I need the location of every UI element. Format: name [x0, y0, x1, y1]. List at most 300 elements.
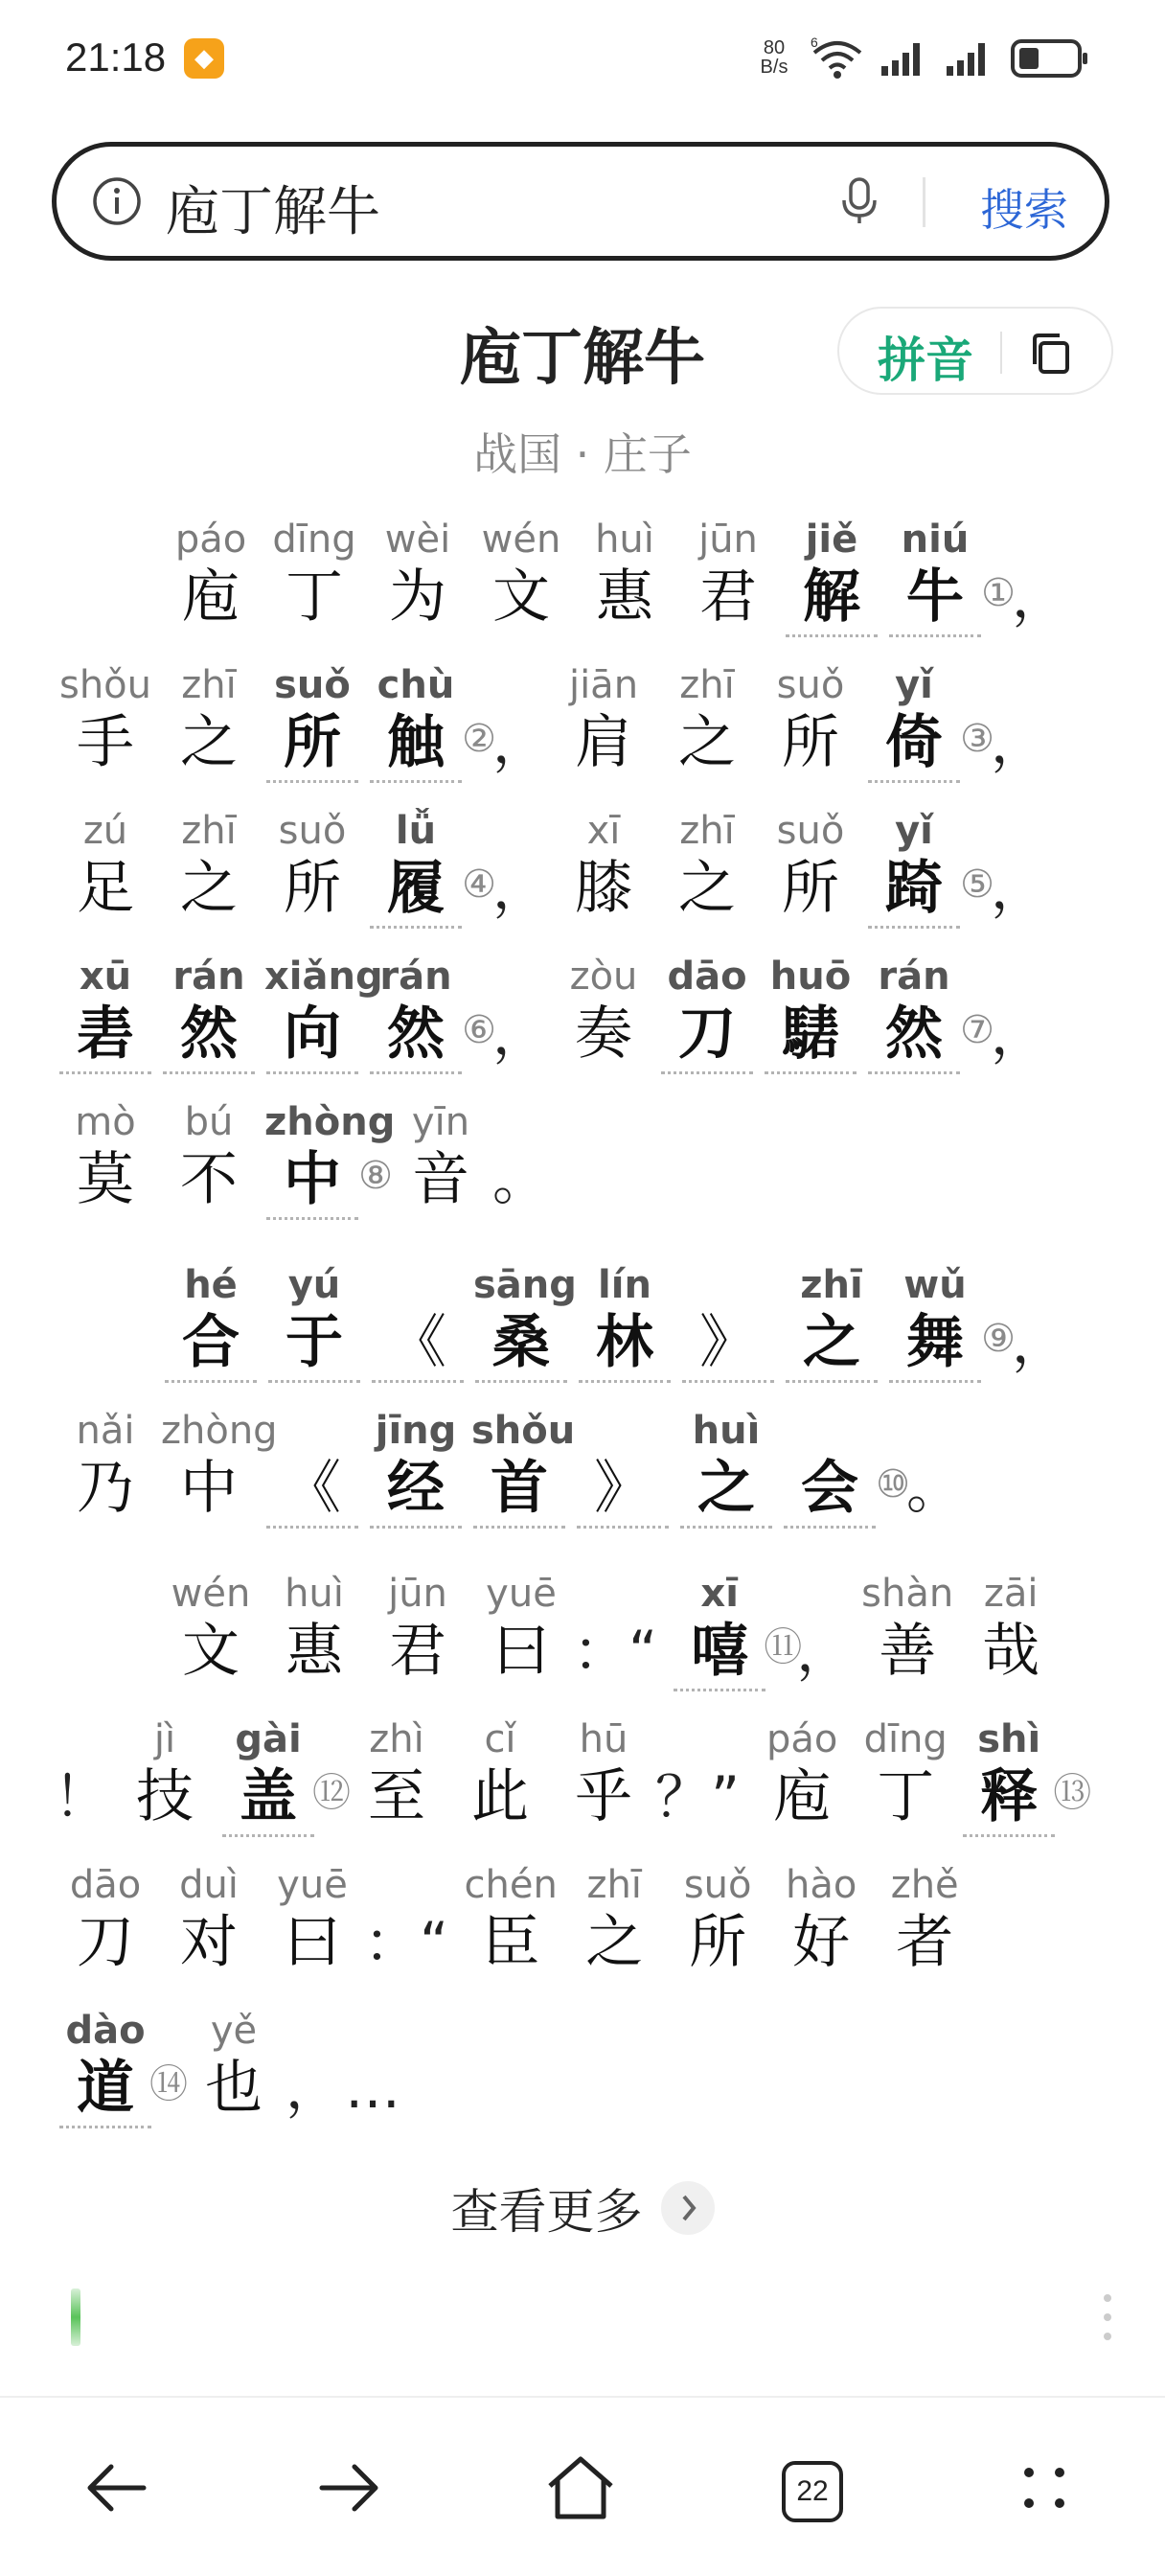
pinyin: chén — [464, 1863, 558, 1907]
poem-char — [57, 663, 153, 807]
dotted-underline — [786, 1380, 878, 1383]
footnote-marker[interactable]: ⑧ — [358, 1154, 393, 1198]
poem-char — [161, 1863, 257, 2007]
poem-char — [161, 809, 257, 953]
footnote-marker[interactable]: ⑥ — [462, 1008, 496, 1052]
annotated-word[interactable] — [264, 663, 360, 807]
hanzi: 文 — [492, 564, 550, 631]
network-speed — [755, 38, 793, 77]
wifi-icon — [811, 37, 864, 80]
hanzi: 曰 — [492, 1618, 550, 1685]
hanzi: 此 — [471, 1763, 529, 1830]
pinyin: hé — [184, 1263, 238, 1307]
hanzi: 》 — [594, 1455, 651, 1522]
annotated-word[interactable] — [672, 1572, 767, 1715]
pinyin: dīng — [863, 1717, 948, 1761]
annotated-word[interactable] — [370, 1263, 466, 1407]
annotated-word[interactable] — [577, 1263, 673, 1407]
pinyin: suǒ — [776, 809, 845, 853]
pinyin: xī — [586, 809, 621, 853]
dotted-underline — [889, 634, 981, 637]
poem-line — [0, 663, 1165, 807]
dotted-underline — [674, 1689, 765, 1691]
hanzi: 舞 — [906, 1309, 964, 1376]
hanzi: 音 — [412, 1146, 469, 1213]
annotated-word[interactable] — [368, 954, 464, 1098]
hanzi: 也 — [205, 2055, 263, 2122]
hanzi: 触 — [387, 709, 445, 776]
pinyin: suǒ — [274, 663, 351, 707]
hanzi: 踦 — [885, 855, 943, 922]
hanzi: 乎 — [575, 1763, 632, 1830]
hanzi: 然 — [387, 1000, 445, 1068]
hanzi: 所 — [782, 709, 839, 776]
network-speed-value: 80 — [763, 37, 786, 58]
pinyin: wén — [171, 1572, 251, 1616]
hanzi: 林 — [596, 1309, 653, 1376]
poem-char — [161, 1100, 257, 1244]
status-time: 21:18 — [65, 34, 167, 80]
hanzi: 牛 — [906, 564, 964, 631]
signal-icon-sim1 — [879, 39, 929, 78]
annotated-word[interactable] — [763, 954, 858, 1098]
poem-char — [393, 1100, 489, 1244]
poem-line — [0, 1717, 1165, 1861]
poem-punctuation: ？” — [655, 1764, 741, 1829]
poem-char — [473, 518, 569, 661]
annotated-word[interactable] — [473, 1263, 577, 1407]
hanzi: 騞 — [782, 1000, 839, 1068]
copy-icon[interactable] — [1027, 330, 1075, 378]
poem-char — [859, 1572, 955, 1715]
tabs-button[interactable]: 22 — [782, 2461, 843, 2522]
hanzi: 手 — [77, 709, 134, 776]
poem-char — [556, 663, 651, 807]
poem-punctuation: 。 — [492, 1147, 549, 1212]
pinyin: gài — [235, 1717, 302, 1761]
hanzi: 嘻 — [691, 1618, 749, 1685]
hanzi: 刀 — [77, 1909, 134, 1976]
dotted-underline — [370, 780, 462, 783]
hanzi: 刀 — [678, 1000, 736, 1068]
hanzi: 技 — [136, 1763, 194, 1830]
dotted-underline — [680, 1526, 772, 1529]
poem-char — [577, 518, 673, 661]
notification-app-icon: ◆ — [184, 38, 224, 79]
hanzi: 经 — [387, 1455, 445, 1522]
poem-char — [556, 1717, 651, 1861]
pinyin: xiǎng — [264, 954, 383, 999]
dotted-underline — [963, 1834, 1055, 1837]
view-more-button[interactable] — [0, 2174, 1165, 2242]
annotated-word[interactable] — [266, 1263, 362, 1407]
poem-punctuation: ：“ — [573, 1619, 658, 1684]
poem-punctuation: ， — [1012, 564, 1068, 630]
signal-icon-sim2 — [945, 39, 994, 78]
hanzi: 乃 — [77, 1455, 134, 1522]
poem-line — [0, 809, 1165, 953]
annotated-word[interactable] — [887, 1263, 983, 1407]
dotted-underline — [372, 1380, 464, 1383]
pinyin: zhī — [586, 1863, 642, 1907]
hanzi: 所 — [689, 1909, 747, 1976]
hanzi: 为 — [389, 564, 446, 631]
annotated-word[interactable] — [57, 954, 153, 1098]
status-bar — [0, 0, 1165, 125]
dotted-underline — [266, 780, 358, 783]
pinyin: dīng — [272, 518, 356, 562]
bottom-navigation — [0, 2398, 1165, 2576]
hanzi: 所 — [284, 855, 341, 922]
poem-punctuation: ， — [1012, 1310, 1068, 1375]
pinyin: páo — [766, 1717, 838, 1761]
poem-char — [773, 1863, 869, 2007]
pinyin-toggle-button[interactable]: 拼音 — [878, 333, 973, 388]
pinyin: rán — [379, 954, 452, 999]
poem-author: 战国 · 庄子 — [473, 428, 692, 480]
hanzi: 君 — [389, 1618, 446, 1685]
hanzi: 莫 — [77, 1146, 134, 1213]
footnote-marker[interactable]: ⑭ — [149, 2062, 188, 2106]
tools-divider — [1000, 332, 1002, 374]
hanzi: 解 — [803, 564, 860, 631]
poem-punctuation: ， — [492, 710, 549, 775]
pinyin: zhī — [679, 663, 735, 707]
poem-char — [370, 518, 466, 661]
dotted-underline — [577, 1526, 669, 1529]
poem-line — [0, 1263, 1165, 1407]
annotated-word[interactable] — [264, 1409, 360, 1552]
poem-line — [0, 1863, 1165, 2007]
annotated-word[interactable] — [471, 1409, 576, 1552]
arrow-left-icon[interactable] — [80, 2451, 153, 2524]
dotted-underline — [165, 1380, 257, 1383]
poem-punctuation: 。 — [906, 1456, 963, 1521]
annotated-word[interactable] — [866, 809, 962, 953]
annotated-word[interactable] — [866, 954, 962, 1098]
dotted-underline — [266, 1071, 358, 1074]
pinyin: jiān — [568, 663, 639, 707]
pinyin: zhòng — [264, 1100, 396, 1144]
pinyin: lín — [598, 1263, 651, 1307]
hanzi: 好 — [792, 1909, 851, 1976]
poem-punctuation: … — [345, 2056, 400, 2121]
annotated-word[interactable] — [368, 663, 464, 807]
poem-char — [57, 809, 153, 953]
poem-char — [463, 1863, 559, 2007]
hanzi: 不 — [180, 1146, 238, 1213]
dotted-underline — [786, 634, 878, 637]
hanzi: 《 — [389, 1309, 446, 1376]
footnote-marker[interactable]: ③ — [960, 717, 994, 761]
pinyin: chù — [377, 663, 455, 707]
hanzi: 奏 — [575, 1000, 632, 1068]
poem-char — [57, 1100, 153, 1244]
hanzi: 至 — [368, 1763, 425, 1830]
annotated-word[interactable] — [678, 1409, 774, 1552]
poem-char — [877, 1863, 972, 2007]
annotated-word[interactable] — [784, 518, 879, 661]
dotted-underline — [370, 1526, 462, 1529]
pinyin: jiě — [805, 518, 858, 562]
poem-char — [763, 663, 858, 807]
hanzi: 盖 — [240, 1763, 297, 1830]
footnote-marker[interactable]: ④ — [462, 862, 496, 907]
footnote-marker[interactable]: ⑤ — [960, 862, 994, 907]
pinyin: zhòng — [161, 1409, 278, 1453]
hanzi: 倚 — [885, 709, 943, 776]
loading-indicator — [71, 2288, 80, 2346]
footnote-marker[interactable]: ⑫ — [312, 1771, 351, 1815]
poem-char — [163, 1572, 259, 1715]
hanzi: 然 — [885, 1000, 943, 1068]
search-button[interactable]: 搜索 — [980, 184, 1068, 236]
hanzi: 者 — [896, 1909, 954, 1976]
pinyin: jūn — [388, 1572, 447, 1616]
pinyin: hū — [579, 1717, 628, 1761]
hanzi: 庖 — [182, 564, 240, 631]
home-icon[interactable] — [544, 2451, 617, 2524]
pinyin: suǒ — [776, 663, 845, 707]
footnote-marker[interactable]: ① — [981, 571, 1016, 615]
poem-char — [857, 1717, 953, 1861]
footnote-marker[interactable]: ⑬ — [1053, 1771, 1092, 1815]
pinyin: zhì — [369, 1717, 424, 1761]
pinyin: yuē — [277, 1863, 348, 1907]
poem-char — [186, 2009, 282, 2152]
pinyin: bú — [184, 1100, 234, 1144]
hanzi: 砉 — [77, 1000, 134, 1068]
dotted-underline — [268, 1380, 360, 1383]
hanzi: 所 — [782, 855, 839, 922]
hanzi: 合 — [182, 1309, 240, 1376]
dotted-underline — [370, 926, 462, 929]
annotated-word[interactable] — [368, 1409, 464, 1552]
annotated-word[interactable] — [368, 809, 464, 953]
pinyin: dāo — [667, 954, 747, 999]
pinyin: wǔ — [903, 1263, 967, 1307]
hanzi: 然 — [180, 1000, 238, 1068]
dotted-underline — [868, 780, 960, 783]
hanzi: 对 — [180, 1909, 238, 1976]
footnote-marker[interactable]: ⑨ — [981, 1317, 1016, 1361]
dotted-underline — [222, 1834, 314, 1837]
hanzi: 惠 — [286, 1618, 343, 1685]
hanzi: 臣 — [482, 1909, 540, 1976]
pinyin: páo — [174, 518, 247, 562]
poem-char — [117, 1717, 213, 1861]
pinyin: shǒu — [58, 663, 151, 707]
pinyin: mò — [75, 1100, 136, 1144]
pinyin: shì — [977, 1717, 1041, 1761]
hanzi: 君 — [699, 564, 757, 631]
pinyin: jūn — [698, 518, 758, 562]
annotated-word[interactable] — [659, 954, 755, 1098]
hanzi: 之 — [585, 1909, 644, 1976]
dotted-underline — [868, 1071, 960, 1074]
pinyin: yuē — [486, 1572, 557, 1616]
hanzi: 曰 — [284, 1909, 341, 1976]
poem-punctuation: ， — [991, 1001, 1047, 1067]
pinyin: zhī — [181, 663, 237, 707]
pinyin: nǎi — [76, 1409, 135, 1453]
poem-char — [963, 1572, 1059, 1715]
poem-char — [370, 1572, 466, 1715]
annotated-word[interactable] — [680, 1263, 776, 1407]
poem-char — [161, 1409, 278, 1552]
pinyin: sāng — [473, 1263, 577, 1307]
info-icon[interactable] — [91, 175, 143, 227]
poem-char — [680, 518, 776, 661]
dotted-underline — [266, 1217, 358, 1220]
hanzi: 之 — [678, 709, 736, 776]
hanzi: 中 — [180, 1455, 238, 1522]
network-speed-unit: B/s — [760, 57, 788, 78]
poem-char — [57, 1863, 153, 2007]
poem-char — [473, 1572, 569, 1715]
poem-char — [57, 1409, 153, 1552]
hanzi: 哉 — [982, 1618, 1040, 1685]
pinyin: huì — [595, 518, 654, 562]
hanzi: 履 — [387, 855, 445, 922]
pinyin: dào — [65, 2009, 146, 2053]
pinyin: jì — [153, 1717, 176, 1761]
poem-char — [264, 809, 360, 953]
footnote-marker[interactable]: ⑪ — [764, 1625, 803, 1669]
hanzi: 丁 — [877, 1763, 935, 1830]
poem-punctuation: ：“ — [364, 1910, 449, 1975]
dotted-underline — [59, 2126, 151, 2128]
hanzi: 于 — [286, 1309, 343, 1376]
poem-char — [163, 518, 259, 661]
hanzi: 首 — [491, 1455, 548, 1522]
footnote-marker[interactable]: ⑦ — [960, 1008, 994, 1052]
hanzi: 足 — [77, 855, 134, 922]
pinyin: zhě — [890, 1863, 959, 1907]
pinyin: yǐ — [895, 663, 933, 707]
poem-char — [566, 1863, 662, 2007]
pinyin: cǐ — [484, 1717, 516, 1761]
poem-title: 庖丁解牛 — [460, 323, 705, 394]
pinyin: hào — [786, 1863, 857, 1907]
view-more-label: 查看更多 — [450, 2184, 643, 2240]
pinyin: huì — [285, 1572, 344, 1616]
hanzi: 道 — [77, 2055, 134, 2122]
pinyin: rán — [878, 954, 950, 999]
pinyin: zhī — [679, 809, 735, 853]
battery-icon — [1010, 38, 1090, 79]
chevron-right-icon — [661, 2181, 715, 2235]
pinyin: wén — [481, 518, 561, 562]
pinyin: yě — [210, 2009, 258, 2053]
annotated-word[interactable] — [866, 663, 962, 807]
microphone-icon[interactable] — [838, 175, 880, 227]
arrow-right-icon[interactable] — [312, 2451, 385, 2524]
poem-char — [556, 809, 651, 953]
annotated-word[interactable] — [264, 1100, 396, 1244]
dotted-underline — [682, 1380, 774, 1383]
poem-line — [0, 518, 1165, 661]
poem-char — [670, 1863, 765, 2007]
search-bar[interactable] — [52, 142, 1109, 261]
hanzi: 膝 — [575, 855, 632, 922]
poem-char — [763, 809, 858, 953]
hanzi: 之 — [697, 1455, 755, 1522]
pinyin: niú — [901, 518, 970, 562]
annotated-word[interactable] — [961, 1717, 1057, 1861]
hanzi: 之 — [678, 855, 736, 922]
hanzi: 之 — [180, 709, 238, 776]
annotated-word[interactable] — [163, 1263, 259, 1407]
dotted-underline — [163, 1071, 255, 1074]
poem-char — [659, 809, 755, 953]
dotted-underline — [475, 1380, 567, 1383]
more-dots-icon[interactable] — [1008, 2451, 1081, 2524]
footnote-marker[interactable]: ⑩ — [876, 1462, 910, 1506]
search-input[interactable]: 庖丁解牛 — [166, 181, 380, 243]
hanzi: 向 — [284, 1000, 341, 1068]
hanzi: 文 — [182, 1618, 240, 1685]
annotated-word[interactable] — [575, 1409, 671, 1552]
pinyin: huō — [769, 954, 852, 999]
annotated-word[interactable] — [264, 954, 383, 1098]
pinyin: zòu — [569, 954, 638, 999]
pinyin: yīn — [411, 1100, 470, 1144]
poem-punctuation: ！ — [54, 1764, 110, 1829]
pinyin: suǒ — [278, 809, 347, 853]
search-divider — [923, 177, 925, 227]
pinyin: zhī — [181, 809, 237, 853]
annotated-word[interactable] — [782, 1409, 878, 1552]
svg-text:6: 6 — [811, 37, 818, 50]
hanzi: 之 — [803, 1309, 860, 1376]
pinyin: xū — [79, 954, 132, 999]
annotated-word[interactable] — [220, 1717, 316, 1861]
more-options-icon[interactable] — [1100, 2290, 1115, 2344]
footnote-marker[interactable]: ② — [462, 717, 496, 761]
hanzi: 肩 — [575, 709, 632, 776]
annotated-word[interactable] — [784, 1263, 879, 1407]
poem-char — [266, 1572, 362, 1715]
annotated-word[interactable] — [161, 954, 257, 1098]
dotted-underline — [868, 926, 960, 929]
poem-line — [0, 1100, 1165, 1244]
poem-char — [452, 1717, 548, 1861]
poem-line — [0, 1572, 1165, 1715]
pinyin: shǒu — [471, 1409, 576, 1453]
poem-punctuation: ， — [492, 1001, 549, 1067]
poem-char — [266, 518, 362, 661]
hanzi: 》 — [699, 1309, 757, 1376]
poem-char — [161, 663, 257, 807]
pinyin: shàn — [861, 1572, 954, 1616]
pinyin: rán — [172, 954, 245, 999]
poem-char — [659, 663, 755, 807]
dotted-underline — [889, 1380, 981, 1383]
pinyin: yǐ — [895, 809, 933, 853]
hanzi: 善 — [879, 1618, 937, 1685]
dotted-underline — [579, 1380, 671, 1383]
pinyin: zhī — [800, 1263, 863, 1307]
hanzi: 惠 — [596, 564, 653, 631]
annotated-word[interactable] — [57, 2009, 153, 2152]
pinyin: xī — [700, 1572, 739, 1616]
poem-char — [349, 1717, 445, 1861]
poem-line — [0, 954, 1165, 1098]
dotted-underline — [765, 1071, 857, 1074]
poem-line — [0, 1409, 1165, 1552]
annotated-word[interactable] — [887, 518, 983, 661]
